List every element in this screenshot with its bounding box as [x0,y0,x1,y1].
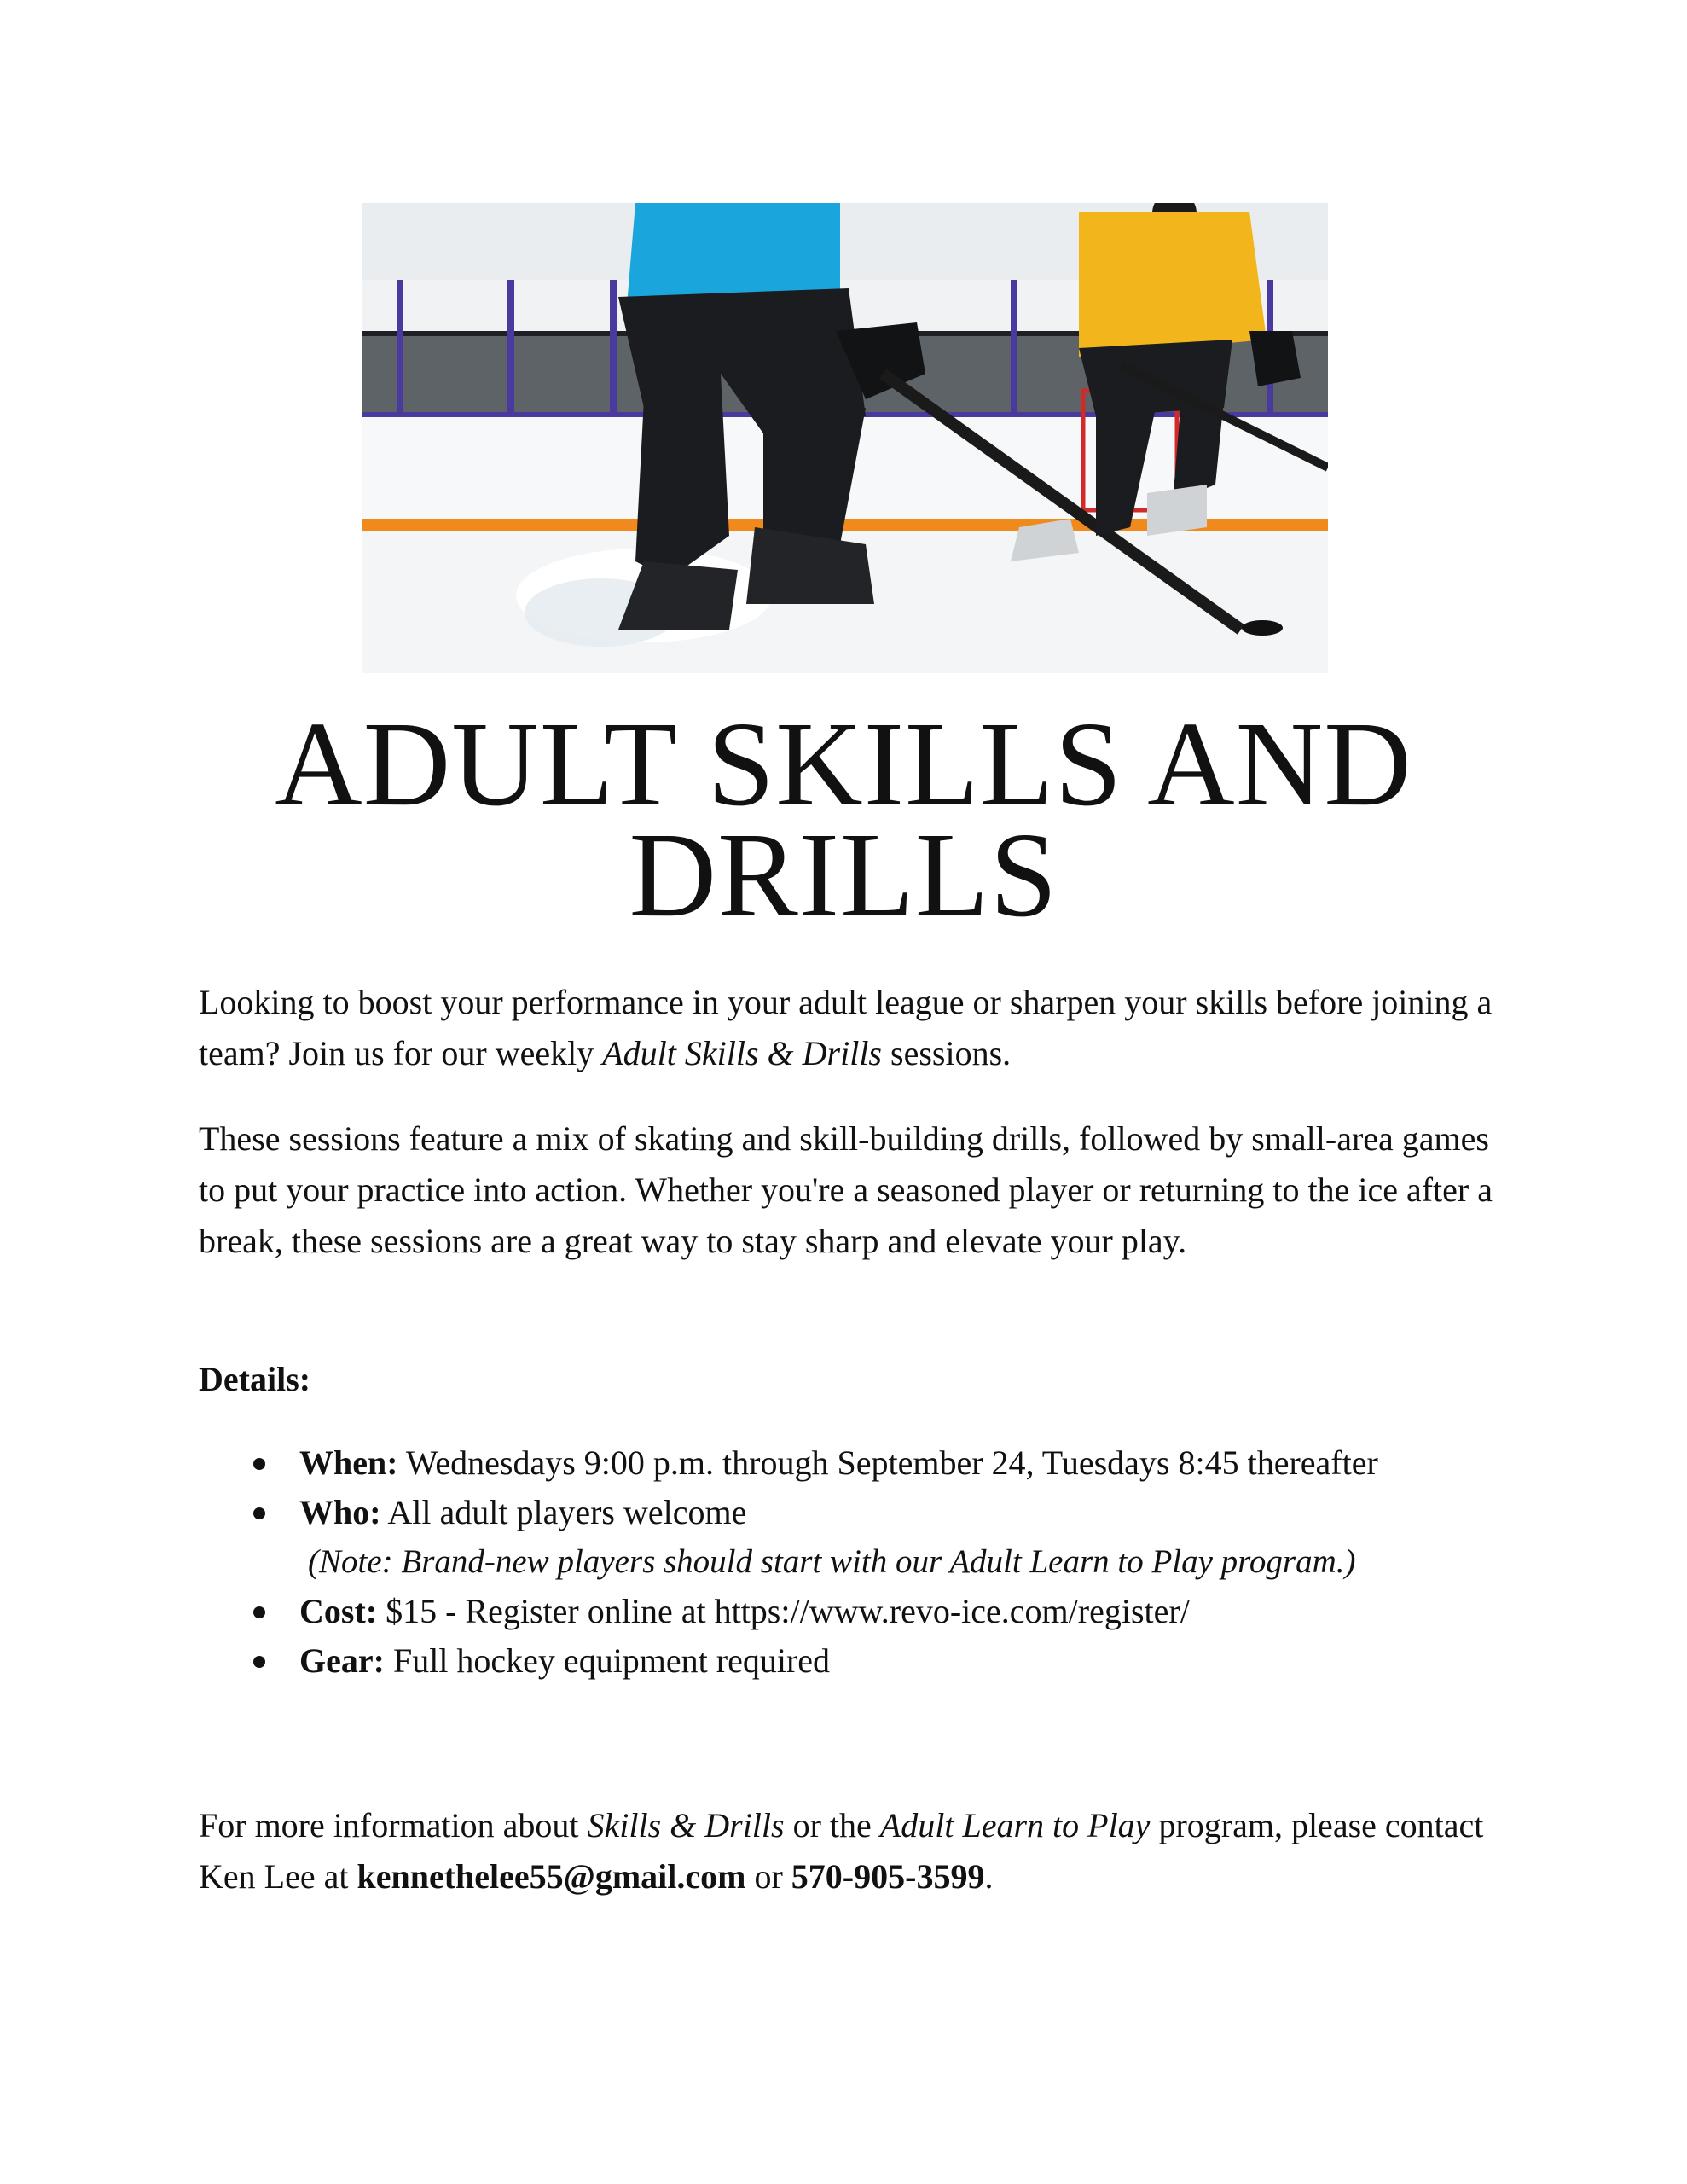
contact-text-5: . [984,1857,994,1896]
intro-emphasis: Adult Skills & Drills [602,1034,882,1072]
title-line-2: DRILLS [629,807,1058,942]
title-line-1: ADULT SKILLS AND [275,696,1412,831]
contact-email: kennethelee55@gmail.com [357,1857,746,1896]
who-note: (Note: Brand-new players should start with our Adult Learn to Play program.) [308,1543,1356,1580]
intro-text: Looking to boost your performance in your adult league or sharpen your skills before joining a team? Join us for our weekly [199,983,1493,1072]
who-label: Who: [299,1493,381,1531]
when-label: When: [299,1443,398,1482]
list-item-who [199,1488,1495,1587]
who-text: All adult players welcome [380,1493,747,1531]
bullet-icon [253,1606,265,1618]
details-list [199,1438,1495,1686]
gear-label: Gear: [299,1641,385,1680]
hockey-players-illustration [362,203,1328,673]
contact-text-3: program, please contact Ken Lee at [199,1806,1484,1896]
cost-text: $15 - Register online at https://www.revo-ice.com/register/ [377,1592,1190,1630]
bullet-icon [253,1507,265,1519]
intro-text-end: sessions. [882,1034,1012,1072]
contact-emphasis-1: Skills & Drills [587,1806,785,1844]
description-paragraph: These sessions feature a mix of skating and skill-building drills, followed by small-area games to put your practice into action. Whether you're a seasoned player or returning to the ice after a break, these sessions are a great way to stay sharp and elevate your play. [199,1119,1493,1260]
contact-text-2: or the [784,1806,880,1844]
list-item-when [199,1438,1495,1488]
list-item-gear [199,1636,1495,1686]
when-text: Wednesdays 9:00 p.m. through September 24, Tuesdays 8:45 thereafter [397,1443,1378,1482]
contact-text-4: or [745,1857,791,1896]
hero-image [362,203,1328,673]
list-item-cost [199,1587,1495,1636]
contact-paragraph [199,1800,1495,1902]
intro-paragraph [199,977,1495,1079]
bullet-icon [253,1458,265,1470]
page-title [171,696,1516,942]
contact-emphasis-2: Adult Learn to Play [879,1806,1151,1844]
contact-phone: 570-905-3599 [791,1857,985,1896]
bullet-icon [253,1656,265,1668]
gear-text: Full hockey equipment required [384,1641,831,1680]
details-heading: Details: [199,1360,311,1398]
cost-label: Cost: [299,1592,378,1630]
contact-text-1: For more information about [199,1806,588,1844]
